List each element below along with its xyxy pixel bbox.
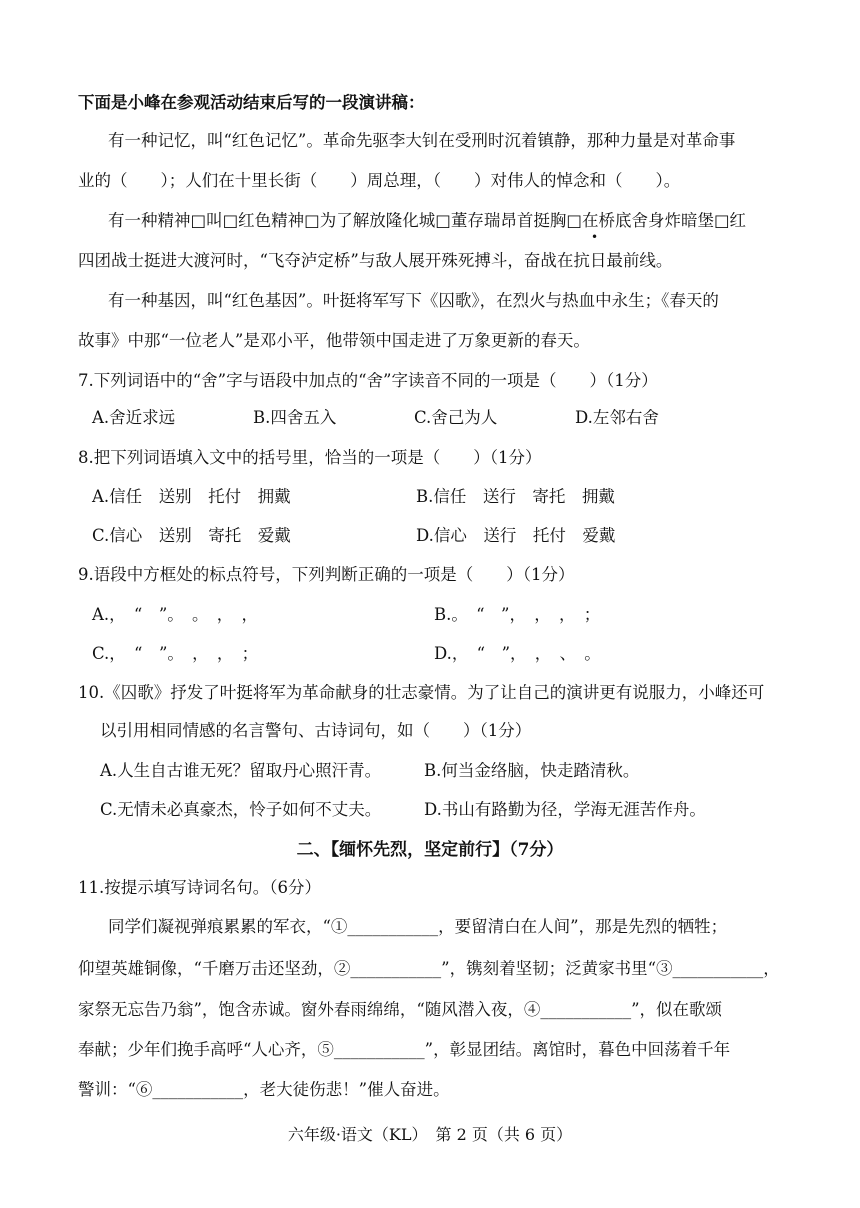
q10-option-c: C.无情未必真豪杰，怜子如何不丈夫。 [100,800,382,819]
q10-option-d: D.书山有路勤为径，学海无涯苦作舟。 [424,800,706,819]
question-11-stem: 11.按提示填写诗词名句。（6分） [78,878,321,897]
intro-text: 下面是小峰在参观活动结束后写的一段演讲稿： [78,93,425,112]
question-11-line4: 奉献；少年们挽手高呼“人心齐，⑤___________”，彰显团结。离馆时，暮色中回荡着千年 [78,1040,731,1059]
q7-option-a: A.舍近求远 [92,408,176,427]
q8-option-b: B.信任 送行 寄托 拥戴 [416,487,615,506]
q9-option-d: D.， “ ”， ， 、 。 [434,644,601,663]
passage-p3-line1: 有一种基因，叫“红色基因”。叶挺将军写下《囚歌》，在烈火与热血中永生；《春天的 [108,291,719,310]
q10-option-a: A.人生自古谁无死？留取丹心照汗青。 [100,761,382,780]
question-10-stem-line1: 10.《囚歌》抒发了叶挺将军为革命献身的壮志豪情。为了让自己的演讲更有说服力，小峰还可 [78,683,765,702]
q8-option-a: A.信任 送别 托付 拥戴 [92,487,291,506]
q7-option-c: C.舍己为人 [414,408,498,427]
q7-option-d: D.左邻右舍 [575,408,659,427]
q8-option-c: C.信心 送别 寄托 爱戴 [92,526,291,545]
question-10-stem-line2: 以引用相同情感的名言警句、古诗词句，如（ ）（1分） [100,721,532,740]
question-11-line1: 同学们凝视弹痕累累的军衣，“①___________，要留清白在人间”，那是先烈的牺牲； [108,917,728,936]
emphasis-dot: • [591,230,599,244]
q9-option-a: A.， “ ”。 。 ， ， [92,605,259,624]
passage-p1-line2: 业的（ ）；人们在十里长街（ ）周总理，（ ）对伟人的悼念和（ ）。 [78,171,681,190]
passage-p2-line2: 四团战士挺进大渡河时，“飞夺泸定桥”与敌人展开殊死搏斗，奋战在抗日最前线。 [78,251,673,270]
passage-p3-line2: 故事》中那“一位老人”是邓小平，他带领中国走进了万象更新的春天。 [78,331,590,350]
question-7-stem: 7.下列词语中的“舍”字与语段中加点的“舍”字读音不同的一项是（ ）（1分） [78,371,658,390]
section-2-title: 二、【缅怀先烈，坚定前行】（7分） [296,840,564,860]
passage-p1-line1: 有一种记忆，叫“红色记忆”。革命先驱李大钊在受刑时沉着镇静，那种力量是对革命事 [108,131,736,150]
passage-p2-line1: 有一种精神□叫□红色精神□为了解放隆化城□董存瑞昂首挺胸□在桥底舍身炸暗堡□红 [108,211,747,230]
q9-option-c: C.， “ ”。 ， ， ； [92,644,259,663]
page-footer: 六年级·语文（KL） 第 2 页（共 6 页） [287,1125,573,1144]
question-11-line2: 仰望英雄铜像，“千磨万击还坚劲，②___________”，镌刻着坚韧；泛黄家书里“③___________， [78,959,780,978]
question-9-stem: 9.语段中方框处的标点符号，下列判断正确的一项是（ ）（1分） [78,565,575,584]
q10-option-b: B.何当金络脑，快走踏清秋。 [424,761,640,780]
question-11-line3: 家祭无忘告乃翁”，饱含赤诚。窗外春雨绵绵，“随风潜入夜，④___________”，似在歌颂 [78,1000,723,1019]
question-8-stem: 8.把下列词语填入文中的括号里，恰当的一项是（ ）（1分） [78,448,542,467]
q8-option-d: D.信心 送行 托付 爱戴 [416,526,616,545]
q9-option-b: B.。 “ ”， ， ， ； [434,605,601,624]
q7-option-b: B.四舍五入 [253,408,337,427]
question-11-line5: 警训：“⑥___________，老大徒伤悲！”催人奋进。 [78,1080,450,1099]
